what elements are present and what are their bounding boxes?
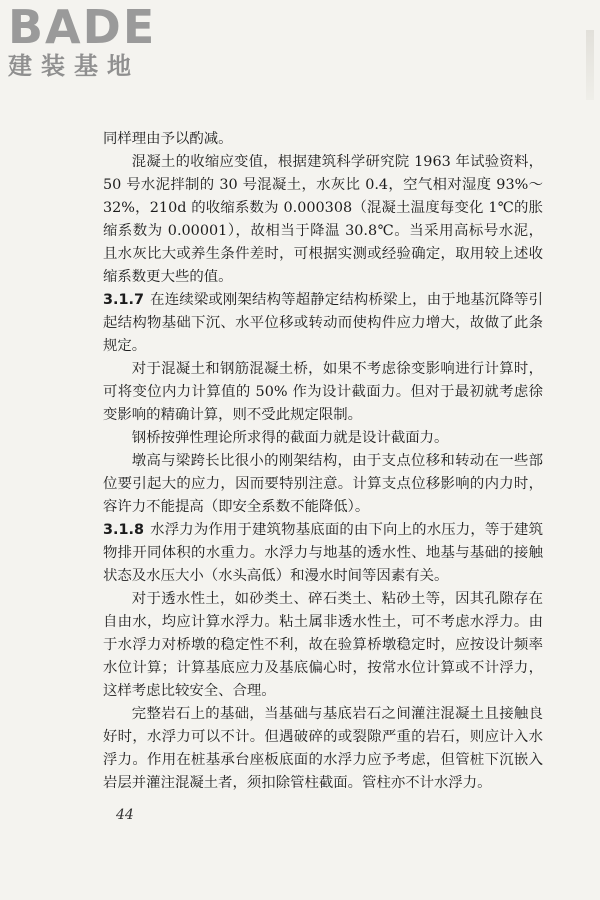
- paragraph-steel-bridge: 钢桥按弹性理论所求得的截面力就是设计截面力。: [131, 430, 449, 446]
- logo-subtitle: 建装基地: [8, 52, 140, 80]
- paragraph-concrete-bridge: 对于混凝土和钢筋混凝土桥，如果不考虑徐变影响进行计算时，可将变位内力计算值的 50% 作为设计截面力。但对于最初就考虑徐变影响的精确计算，则不受此规定限制。: [103, 361, 543, 423]
- section-number: 3.1.7: [103, 292, 144, 308]
- logo: [8, 0, 178, 80]
- section-3-1-7: [103, 289, 543, 358]
- section-3-1-8: [103, 519, 543, 588]
- paragraph-continuation: 同样理由予以酌减。: [103, 131, 233, 147]
- paragraph-shrinkage: 混凝土的收缩应变值，根据建筑科学研究院 1963 年试验资料，50 号水泥拌制的 30 号混凝土，水灰比 0.4，空气相对湿度 93%～32%，210d 的收缩系数为 0.000308（混凝土温度每变化 1℃的胀缩系数为 0.00001），故相当于降温 30.8℃。当采用高标号水泥，且水灰比大或养生条件差时，可根据实测或经验确定，取用较上述收缩系数更大些的值。: [103, 154, 543, 285]
- logo-wordmark: BADE: [8, 0, 157, 54]
- page-edge-shadow: [586, 30, 594, 100]
- paragraph-rigid-frame: 墩高与梁跨长比很小的刚架结构，由于支点位移和转动在一些部位要引起大的应力，因而要特别注意。计算支点位移影响的内力时，容许力不能提高（即安全系数不能降低）。: [103, 453, 543, 515]
- page-body: [103, 128, 543, 795]
- paragraph-permeable-soil: 对于透水性土，如砂类土、碎石类土、粘砂土等，因其孔隙存在自由水，均应计算水浮力。粘土属非透水性土，可不考虑水浮力。由于水浮力对桥墩的稳定性不利，故在验算桥墩稳定时，应按设计频率水位计算；计算基底应力及基底偏心时，按常水位计算或不计浮力，这样考虑比较安全、合理。: [103, 591, 543, 699]
- page-number: 44: [116, 807, 134, 823]
- section-text: 在连续梁或刚架结构等超静定结构桥梁上，由于地基沉降等引起结构物基础下沉、水平位移或转动而使构件应力增大，故做了此条规定。: [103, 292, 543, 354]
- section-text: 水浮力为作用于建筑物基底面的由下向上的水压力，等于建筑物排开同体积的水重力。水浮力与地基的透水性、地基与基础的接触状态及水压大小（水头高低）和漫水时间等因素有关。: [103, 522, 543, 584]
- paragraph-rock-foundation: 完整岩石上的基础，当基础与基底岩石之间灌注混凝土且接触良好时，水浮力可以不计。但遇破碎的或裂隙严重的岩石，则应计入水浮力。作用在桩基承台座板底面的水浮力应予考虑，但管桩下沉嵌入岩层并灌注混凝土者，须扣除管柱截面。管柱亦不计水浮力。: [103, 706, 543, 791]
- section-number: 3.1.8: [103, 522, 144, 538]
